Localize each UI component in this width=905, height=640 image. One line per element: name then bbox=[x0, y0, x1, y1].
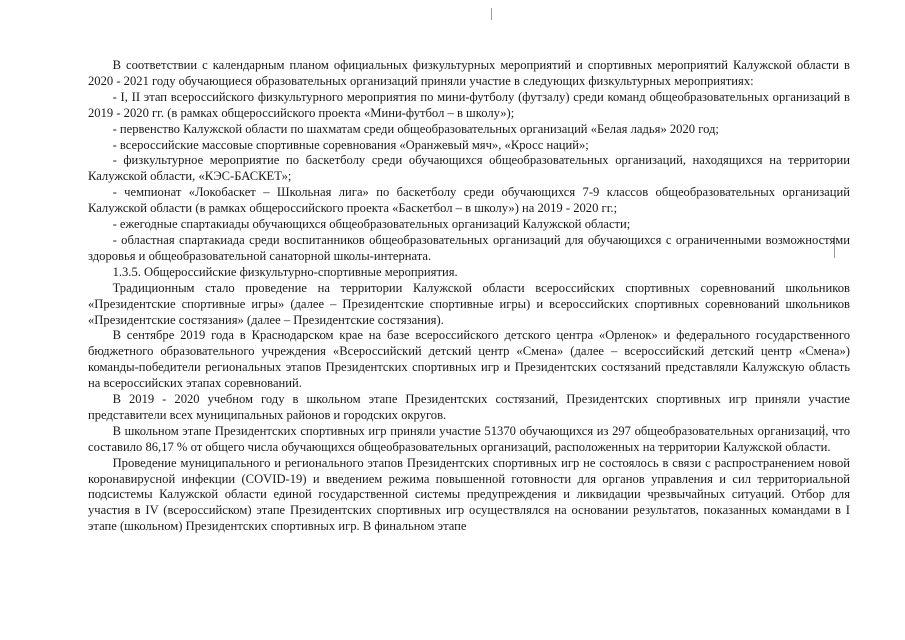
body-paragraph: Традиционным стало проведение на территории Калужской области всероссийских спортивных соревнований школьников «Президентские спортивные игры» (далее – Президентские спортивные игры) и всероссийских спортивных соревнований школьников «Президентские состязания» (далее – Президентские состязания). bbox=[88, 280, 850, 327]
intro-paragraph: В соответствии с календарным планом официальных физкультурных мероприятий и спортивных мероприятий Калужской области в 2020 - 2021 году обучающиеся образовательных организаций приняли участие в следующих физкультурных мероприятиях: bbox=[88, 58, 850, 88]
section-heading: 1.3.5. Общероссийские физкультурно-спортивные мероприятия. bbox=[112, 264, 458, 279]
list-item: - областная спартакиада среди воспитанников общеобразовательных организаций для обучающихся с ограниченными возможностями здоровья и общеобразовательной санаторной школы-интерната. bbox=[88, 232, 850, 263]
list-item: - физкультурное мероприятие по баскетболу среди обучающихся общеобразовательных организаций, находящихся на территории Калужской области, «КЭС-БАСКЕТ»; bbox=[88, 153, 850, 184]
list-item: - чемпионат «Локобаскет – Школьная лига» по баскетболу среди обучающихся 7-9 классов общеобразовательных организаций Калужской области (в рамках общероссийского проекта «Баскетбол – в школу») на 2019 - 2020 гг.; bbox=[88, 185, 850, 216]
body-paragraph: В сентябре 2019 года в Краснодарском крае на базе всероссийского детского центра «Орленок» и федерального государственного бюджетного образовательного учреждения «Всероссийский детский центр «Смена» (далее – всероссийский детский центр «Смена») команды-победители региональных этапов Президентских спортивных игр и Президентских состязаний представляли Калужскую область на всероссийских этапах соревнований. bbox=[88, 328, 850, 391]
scan-artifact-line bbox=[491, 8, 492, 20]
list-item: - ежегодные спартакиады обучающихся общеобразовательных организаций Калужской области; bbox=[112, 217, 631, 232]
body-paragraph: В 2019 - 2020 учебном году в школьном этапе Президентских состязаний, Президентских спортивных игр приняли участие представители всех муниципальных районов и городских округов. bbox=[88, 392, 850, 422]
list-item: - всероссийские массовые спортивные соревнования «Оранжевый мяч», «Кросс наций»; bbox=[112, 137, 589, 152]
body-paragraph: Проведение муниципального и регионального этапов Президентских спортивных игр не состоялось в связи с распространением новой коронавирусной инфекции (COVID-19) и введением режима повышенной готовности для органов управления и сил территориальной подсистемы Калужской области единой государственной системы предупреждения и ликвидации чрезвычайных ситуаций. Отбор для участия в IV (всероссийском) этапе Президентских спортивных игр осуществлялся на основании результатов, показанных командами в I этапе (школьном) Президентских спортивных игр. В финальном этапе bbox=[88, 455, 850, 534]
list-item: - I, II этап всероссийского физкультурного мероприятия по мини-футболу (футзалу) среди команд общеобразовательных организаций в 2019 - 2020 гг. (в рамках общероссийского проекта «Мини-футбол – в школу»); bbox=[88, 89, 850, 120]
document-page bbox=[88, 58, 850, 535]
body-paragraph: В школьном этапе Президентских спортивных игр приняли участие 51370 обучающихся из 297 общеобразовательных организаций, что составило 86,17 % от общего числа обучающихся общеобразовательных организаций, расположенных на территории Калужской области. bbox=[88, 423, 850, 454]
list-item: - первенство Калужской области по шахматам среди общеобразовательных организаций «Белая ладья» 2020 год; bbox=[112, 121, 719, 136]
